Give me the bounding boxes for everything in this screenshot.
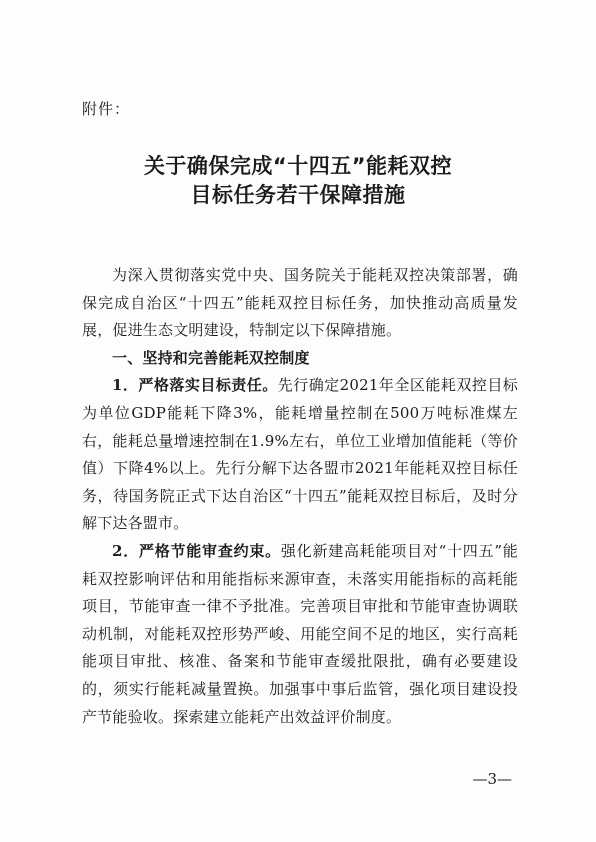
section-heading: 一、坚持和完善能耗双控制度 xyxy=(112,348,310,367)
item-lead-1: 1．严格落实目标责任。 xyxy=(112,376,278,395)
item-text-2: 强化新建高耗能项目对“十四五”能耗双控影响评估和用能指标来源审查，未落实用能指标的高耗能项目，节能审查一律不予批准。完善项目审批和节能审查协调联动机制，对能耗双控形势严峻、用能空间不足的地区，实行高耗能项目审批、核准、备案和节能审查缓批限批，确有必要建设的，须实行能耗减量置换。加强事中事后监管，强化项目建设投产节能验收。探索建立能耗产出效益评价制度。 xyxy=(82,541,518,726)
page-number: —3— xyxy=(472,770,512,788)
document-title-line-2: 目标任务若干保障措施 xyxy=(190,183,406,207)
intro-paragraph: 为深入贯彻落实党中央、国务院关于能耗双控决策部署，确保完成自治区“十四五”能耗双控目标任务，加快推动高质量发展，促进生态文明建设，特制定以下保障措施。 xyxy=(82,266,518,340)
document-title-line-1: 关于确保完成“十四五”能耗双控 xyxy=(143,154,453,178)
item-paragraph-1 xyxy=(82,372,518,538)
document-body xyxy=(82,262,518,731)
item-lead-2: 2．严格节能审查约束。 xyxy=(112,541,281,560)
item-text-1: 先行确定2021年全区能耗双控目标为单位GDP能耗下降3%，能耗增量控制在500万吨标准煤左右，能耗总量增速控制在1.9%左右，单位工业增加值能耗（等价值）下降4%以上。先行分解下达各盟市2021年能耗双控目标任务，待国务院正式下达自治区“十四五”能耗双控目标后，及时分解下达各盟市。 xyxy=(82,376,518,533)
attachment-label: 附件： xyxy=(82,100,131,118)
item-paragraph-2 xyxy=(82,538,518,731)
